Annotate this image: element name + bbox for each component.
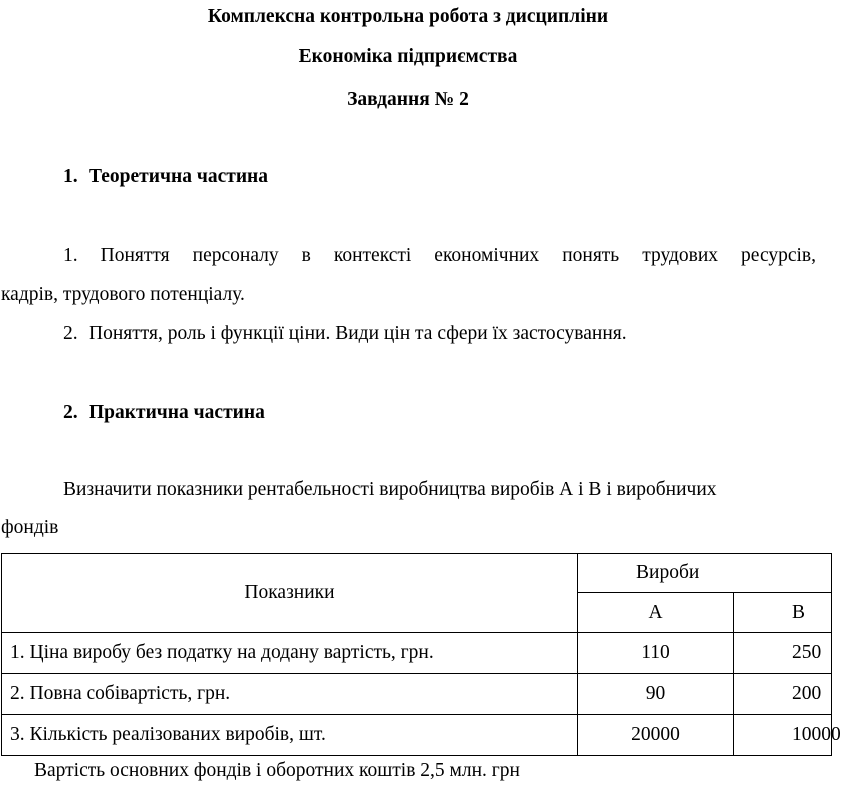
- theory-heading-text: Теоретична частина: [89, 166, 269, 187]
- header-col-b: В: [734, 593, 832, 633]
- practice-heading: [63, 402, 265, 424]
- theory-item-2-text: Поняття, роль і функції ціни. Види цін та сфери їх застосування.: [89, 323, 627, 344]
- table-row: [2, 715, 832, 756]
- row-label: 1. Ціна виробу без податку на додану вартість, грн.: [2, 633, 578, 674]
- theory-item-1-line-1: [63, 245, 816, 267]
- row-label: 3. Кількість реалізованих виробів, шт.: [2, 715, 578, 756]
- indicators-table: [1, 553, 841, 756]
- header-products: Вироби: [578, 554, 832, 593]
- theory-item-2: [63, 323, 627, 345]
- title-line-2: Економіка підприємства: [298, 46, 518, 67]
- table-row: [2, 674, 832, 715]
- row-label: 2. Повна собівартість, грн.: [2, 674, 578, 715]
- row-value-b: 10000: [734, 715, 832, 756]
- theory-item-1-num: 1.: [63, 245, 78, 266]
- row-value-b: 250: [734, 633, 832, 674]
- footer-note: Вартість основних фондів і оборотних коштів 2,5 млн. грн: [34, 760, 520, 781]
- theory-heading: [63, 166, 268, 188]
- task-line-1: Визначити показники рентабельності виробництва виробів А і В і виробничих: [63, 479, 717, 500]
- theory-heading-num: 1.: [63, 166, 78, 187]
- theory-item-2-num: 2.: [63, 323, 78, 344]
- practice-heading-text: Практична частина: [89, 402, 265, 423]
- theory-item-1-text: Поняття персоналу в контексті економічних понять трудових ресурсів,: [100, 245, 817, 266]
- row-value-a: 20000: [578, 715, 734, 756]
- theory-item-1-line-2: кадрів, трудового потенціалу.: [1, 284, 245, 305]
- row-value-a: 110: [578, 633, 734, 674]
- header-indicators: Показники: [2, 554, 578, 633]
- table-row: [2, 633, 832, 674]
- title-line-3: Завдання № 2: [347, 89, 469, 110]
- header-col-a: А: [578, 593, 734, 633]
- task-line-2: фондів: [1, 517, 59, 538]
- row-value-b: 200: [734, 674, 832, 715]
- title-line-1: Комплексна контрольна робота з дисципліни: [207, 6, 609, 27]
- row-value-a: 90: [578, 674, 734, 715]
- practice-heading-num: 2.: [63, 402, 78, 423]
